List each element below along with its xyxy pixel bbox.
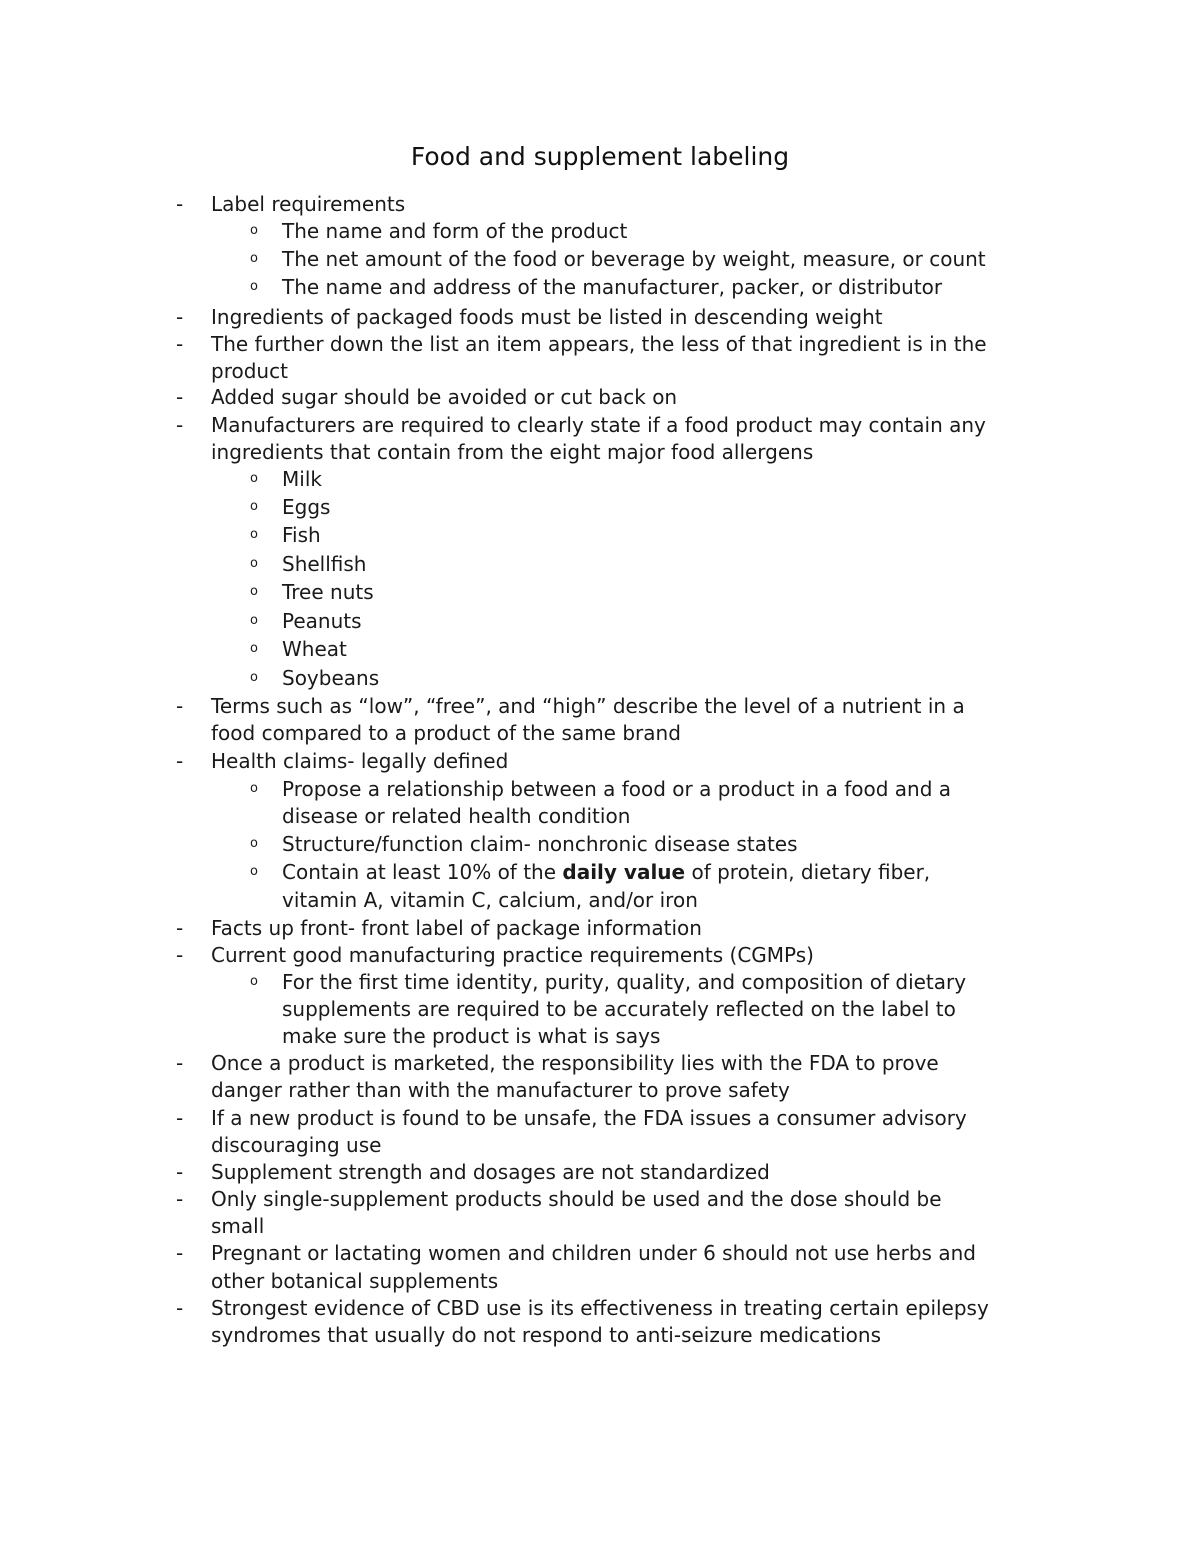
sub-list-item-text: Soybeans	[282, 666, 380, 690]
dash-bullet: -	[176, 192, 184, 216]
list-item-text: other botanical supplements	[211, 1269, 499, 1293]
list-item-text: danger rather than with the manufacturer to prove safety	[211, 1078, 790, 1102]
sub-list-item-text: Propose a relationship between a food or a product in a food and a	[282, 777, 952, 801]
sub-bullet: o	[250, 836, 258, 851]
sub-bullet: o	[250, 781, 258, 796]
list-item-text: Supplement strength and dosages are not standardized	[211, 1160, 770, 1184]
dash-bullet: -	[176, 1051, 184, 1075]
list-item-text: Current good manufacturing practice requirements (CGMPs)	[211, 943, 814, 967]
dash-bullet: -	[176, 749, 184, 773]
list-item-text: product	[211, 359, 288, 383]
list-item-text: Facts up front- front label of package information	[211, 916, 702, 940]
sub-list-item-text: supplements are required to be accurately reflected on the label to	[282, 997, 956, 1021]
dash-bullet: -	[176, 916, 184, 940]
sub-bullet: o	[250, 613, 258, 628]
dash-bullet: -	[176, 1106, 184, 1130]
list-item-text: Manufacturers are required to clearly state if a food product may contain any	[211, 413, 986, 437]
sub-bullet: o	[250, 556, 258, 571]
list-item-text: Label requirements	[211, 192, 406, 216]
sub-bullet: o	[250, 641, 258, 656]
list-item-text: Added sugar should be avoided or cut back on	[211, 385, 678, 409]
list-item-text: discouraging use	[211, 1133, 382, 1157]
sub-bullet: o	[250, 223, 258, 238]
sub-list-item-text: Tree nuts	[282, 580, 374, 604]
list-item-text: syndromes that usually do not respond to anti-seizure medications	[211, 1323, 881, 1347]
sub-list-item-text: Fish	[282, 523, 321, 547]
sub-list-item-text: Structure/function claim- nonchronic disease states	[282, 832, 798, 856]
list-item-text: The further down the list an item appears, the less of that ingredient is in the	[211, 332, 987, 356]
list-item-text: small	[211, 1214, 265, 1238]
list-item-text: Terms such as “low”, “free”, and “high” describe the level of a nutrient in a	[211, 694, 965, 718]
sub-bullet: o	[250, 670, 258, 685]
sub-list-item-text: Peanuts	[282, 609, 362, 633]
list-item-text: Ingredients of packaged foods must be listed in descending weight	[211, 305, 883, 329]
dash-bullet: -	[176, 1296, 184, 1320]
sub-list-item-text: The net amount of the food or beverage by weight, measure, or count	[282, 247, 986, 271]
dash-bullet: -	[176, 332, 184, 356]
sub-bullet: o	[250, 864, 258, 879]
dash-bullet: -	[176, 694, 184, 718]
list-item-text: Strongest evidence of CBD use is its effectiveness in treating certain epilepsy	[211, 1296, 989, 1320]
dash-bullet: -	[176, 413, 184, 437]
bold-term: daily value	[562, 860, 686, 884]
sub-bullet: o	[250, 499, 258, 514]
list-item-text: ingredients that contain from the eight major food allergens	[211, 440, 814, 464]
text-segment: of protein, dietary fiber,	[685, 860, 931, 884]
sub-bullet: o	[250, 584, 258, 599]
sub-bullet: o	[250, 527, 258, 542]
sub-bullet: o	[250, 471, 258, 486]
list-item-text: Health claims- legally defined	[211, 749, 509, 773]
sub-list-item-text: make sure the product is what is says	[282, 1024, 661, 1048]
list-item-text: food compared to a product of the same brand	[211, 721, 681, 745]
dash-bullet: -	[176, 943, 184, 967]
list-item-text: Once a product is marketed, the responsibility lies with the FDA to prove	[211, 1051, 939, 1075]
list-item-text: Pregnant or lactating women and children under 6 should not use herbs and	[211, 1241, 976, 1265]
sub-list-item-text: disease or related health condition	[282, 804, 631, 828]
sub-list-item-text: Shellfish	[282, 552, 367, 576]
dash-bullet: -	[176, 1241, 184, 1265]
sub-list-item-text: Wheat	[282, 637, 347, 661]
sub-list-item-text: Milk	[282, 467, 322, 491]
sub-list-item-text: Eggs	[282, 495, 331, 519]
sub-bullet: o	[250, 279, 258, 294]
sub-list-item-text: For the first time identity, purity, quality, and composition of dietary	[282, 970, 967, 994]
dash-bullet: -	[176, 385, 184, 409]
dash-bullet: -	[176, 1187, 184, 1211]
sub-list-item-text: The name and form of the product	[282, 219, 628, 243]
text-segment: Contain at least 10% of the	[282, 860, 563, 884]
sub-list-item-text: The name and address of the manufacturer, packer, or distributor	[282, 275, 943, 299]
dash-bullet: -	[176, 305, 184, 329]
sub-list-item-text: vitamin A, vitamin C, calcium, and/or iron	[282, 888, 698, 912]
dash-bullet: -	[176, 1160, 184, 1184]
list-item-text: Only single-supplement products should be used and the dose should be	[211, 1187, 942, 1211]
sub-bullet: o	[250, 251, 258, 266]
list-item-text: If a new product is found to be unsafe, the FDA issues a consumer advisory	[211, 1106, 967, 1130]
sub-bullet: o	[250, 974, 258, 989]
sub-list-item-text	[282, 859, 930, 886]
page-title: Food and supplement labeling	[410, 142, 790, 171]
